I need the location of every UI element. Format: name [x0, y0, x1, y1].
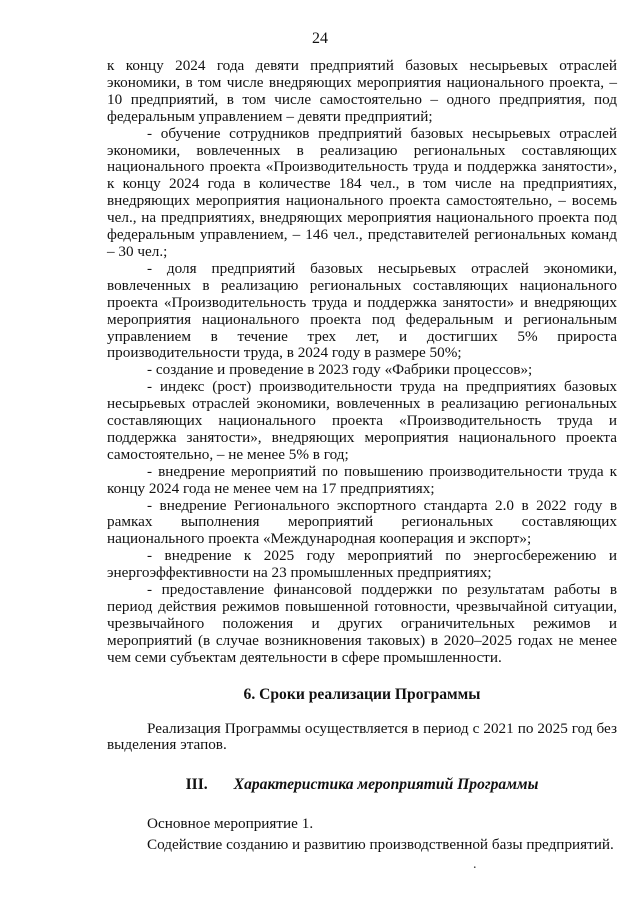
footer-mark: . [473, 857, 477, 872]
list-item: - обучение сотрудников предприятий базовых несырьевых отраслей экономики, вовлеченных в реализацию региональных составляющих национального проекта «Производительность труда и поддержка занятости», к концу 2024 года в количестве 184 чел., в том числе на предприятиях, внедряющих мероприятия национального проекта самостоятельно, – восемь чел., на предприятиях, внедряющих мероприятия национального проекта под федеральным управлением, – 146 чел., представителей региональных команд – 30 чел.; [107, 124, 617, 260]
list-item: - внедрение мероприятий по повышению производительности труда к концу 2024 года не менее чем на 17 предприятиях; [107, 462, 617, 497]
list-item: - предоставление финансовой поддержки по результатам работы в период действия режимов повышенной готовности, чрезвычайной ситуации, чрезвычайного положения и других ограничительных режимов и мероприятий (в случае возникновения таковых) в 2020–2025 годах не менее чем семи субъектам деятельности в сфере промышленности. [107, 581, 617, 666]
main-activity-description: Содействие созданию и развитию производственной базы предприятий. [147, 836, 614, 854]
section-3-title: Характеристика мероприятий Программы [233, 776, 539, 794]
page-number: 24 [312, 30, 328, 47]
list-item: - индекс (рост) производительности труда на предприятиях базовых несырьевых отраслей экономики, вовлеченных в реализацию региональных составляющих национального проекта «Производительность труда и поддержка занятости», внедряющих мероприятия национального проекта самостоятельно, – не менее 5% в год; [107, 378, 617, 463]
list-item: - внедрение Регионального экспортного стандарта 2.0 в 2022 году в рамках выполнения мероприятий региональных составляющих национального проекта «Международная кооперация и экспорт»; [107, 496, 617, 548]
main-activity-label: Основное мероприятие 1. [147, 815, 314, 833]
section-6-heading: 6. Сроки реализации Программы [243, 685, 481, 703]
list-item: к концу 2024 года девяти предприятий базовых несырьевых отраслей экономики, в том числе внедряющих мероприятия национального проекта, – 10 предприятий, в том числе самостоятельно – одного предприятия, под федеральным управлением – девяти предприятий; [107, 57, 617, 125]
list-item: - доля предприятий базовых несырьевых отраслей экономики, вовлеченных в реализацию региональных составляющих национального проекта «Производительность труда и поддержка занятости» и внедряющих мероприятия национального проекта под федеральным и региональным управлением в течение трех лет, и достигших 5% прироста производительности труда, в 2024 году в размере 50%; [107, 259, 617, 362]
list-item: - внедрение к 2025 году мероприятий по энергосбережению и энергоэффективности на 23 промышленных предприятиях; [107, 547, 617, 582]
list-item: - создание и проведение в 2023 году «Фабрики процессов»; [147, 361, 533, 379]
page-content [107, 58, 617, 854]
section-3-heading [107, 777, 617, 794]
section-3-number: III. [185, 776, 208, 794]
section-6-text: Реализация Программы осуществляется в период с 2021 по 2025 год без выделения этапов. [107, 719, 617, 754]
